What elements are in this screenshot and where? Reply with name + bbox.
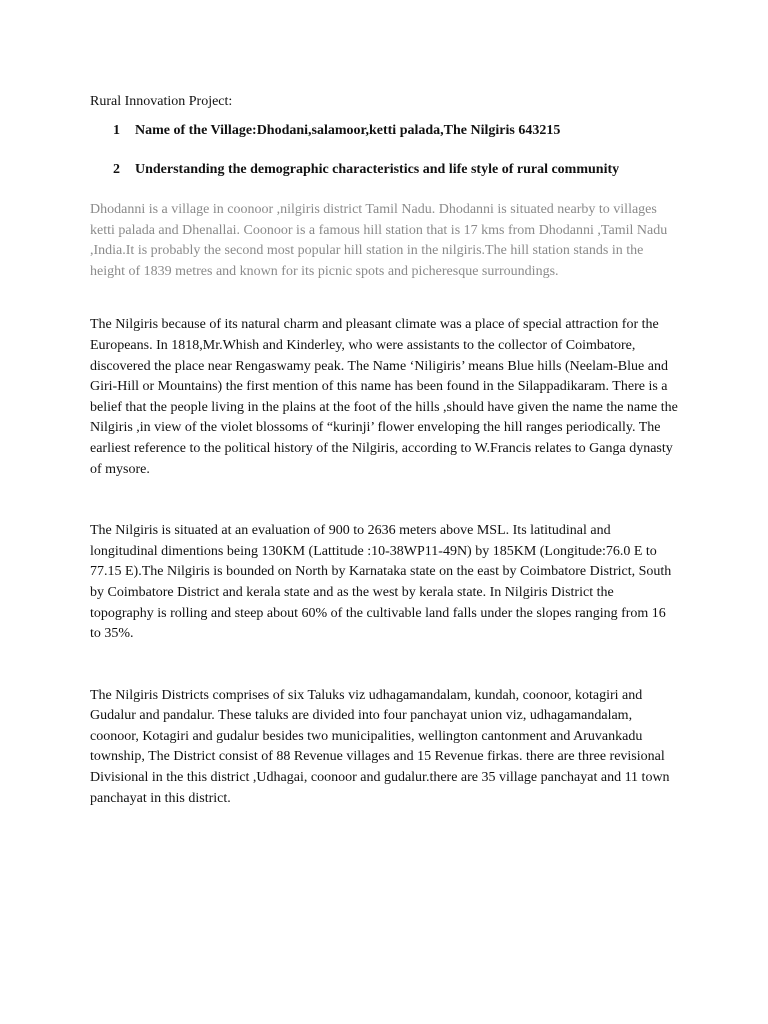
numbered-item-2 xyxy=(90,160,678,180)
item-number: 1 xyxy=(113,123,120,138)
numbered-item-1 xyxy=(90,121,678,141)
item-text-village-name: Name of the Village:Dhodani,salamoor,ketti palada,The Nilgiris 643215 xyxy=(135,123,561,138)
item-text-demographics: Understanding the demographic characteristics and life style of rural community xyxy=(135,162,620,177)
paragraph-nilgiris-history: The Nilgiris because of its natural charm and pleasant climate was a place of special attraction for the Europeans. In 1818,Mr.Whish and Kinderley, who were assistants to the collector of Coimbatore, discovered the place near Rengaswamy peak. The Name ‘Niligiris’ means Blue hills (Neelam-Blue and Giri-Hill or Mountains) the first mention of this name has been found in the Silappadikaram. There is a belief that the people living in the plains at the foot of the hills ,should have given the name the name the Nilgiris ,in view of the violet blossoms of “kurinji’ flower enveloping the hill ranges periodically. The earliest reference to the political history of the Nilgiris, according to W.Francis relates to Ganga dynasty of mysore. xyxy=(90,317,678,477)
paragraph-nilgiris-taluks: The Nilgiris Districts comprises of six Taluks viz udhagamandalam, kundah, coonoor, kotagiri and Gudalur and pandalur. These taluks are divided into four panchayat union viz, udhagamandalam, coonoor, Kotagiri and gudalur besides two municipalities, wellington cantonment and Aruvankadu township, The District consist of 88 Revenue villages and 15 Revenue firkas. there are three revisional Divisional in the this district ,Udhagai, coonoor and gudalur.there are 35 village panchayat and 11 town panchayat in this district. xyxy=(90,687,670,806)
document-page xyxy=(90,92,678,809)
paragraph-nilgiris-geography: The Nilgiris is situated at an evaluation of 900 to 2636 meters above MSL. Its latitudinal and longitudinal dimentions being 130KM (Lattitude :10-38WP11-49N) by 185KM (Longitude:76.0 E to 77.15 E).The Nilgiris is bounded on North by Karnataka state on the east by Coimbatore District, South by Coimbatore District and kerala state and as the west by kerala state. In Nilgiris District the topography is rolling and steep about 60% of the cultivable land falls under the slopes ranging from 16 to 35%. xyxy=(90,523,672,642)
paragraph-dhodanni-intro: Dhodanni is a village in coonoor ,nilgiris district Tamil Nadu. Dhodanni is situated nearby to villages ketti palada and Dhenallai. Coonoor is a famous hill station that is 17 kms from Dhodanni ,Tamil Nadu ,India.It is probably the second most popular hill station in the nilgiris.The hill station stands in the height of 1839 metres and known for its picnic spots and picheresque surroundings. xyxy=(90,202,668,279)
item-number: 2 xyxy=(113,162,120,177)
document-heading: Rural Innovation Project: xyxy=(90,94,233,109)
